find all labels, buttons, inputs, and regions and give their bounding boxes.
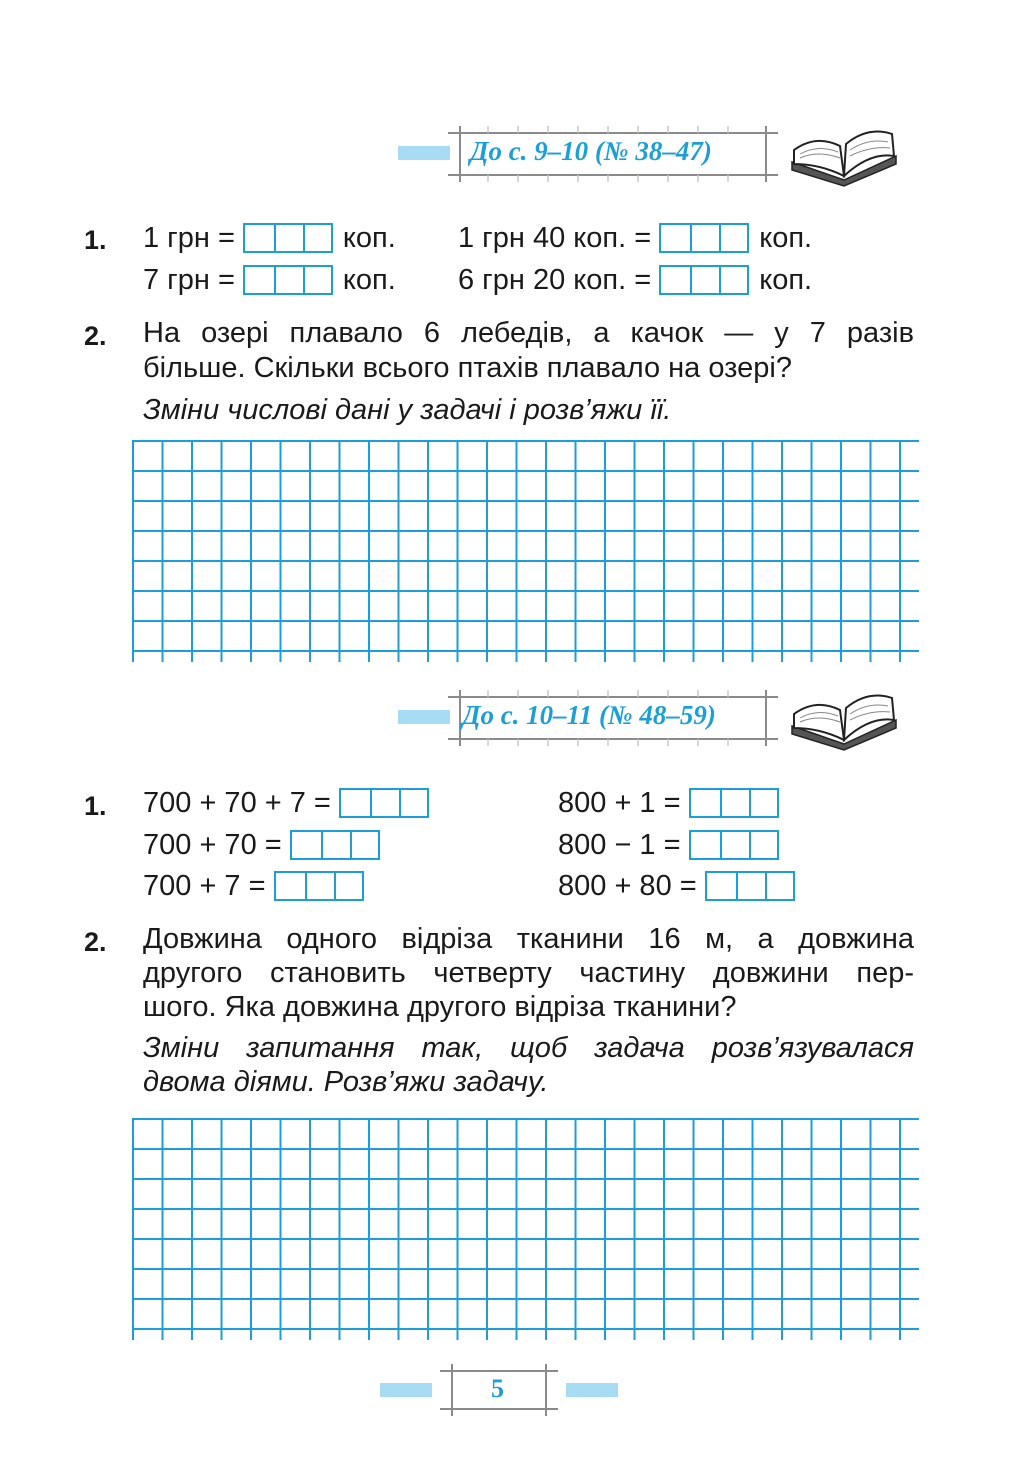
expression: 800 + 80 = [558,870,697,902]
expression: 6 грн 20 коп. = [458,264,652,296]
sum-row [143,827,380,863]
answer-box[interactable] [274,871,364,901]
footer-bar-left [380,1383,432,1397]
open-book-icon [788,120,900,188]
problem-text-line: другого становить четверту частину довжини пер- [143,957,914,989]
problem-text-line: Довжина одного відріза тканини 16 м, а довжина [143,923,914,955]
header-title: До с. 10–11 (№ 48–59) [462,700,716,730]
answer-box[interactable] [689,788,779,818]
task-number: 1. [84,225,107,255]
conversion-row [458,220,812,256]
expression: 800 − 1 = [558,829,681,861]
footer-bar-right [566,1383,618,1397]
header-bar-left [398,710,450,724]
expression: 700 + 70 + 7 = [143,787,331,819]
problem-text-line: більше. Скільки всього птахів плавало на озері? [143,352,792,384]
conversion-row [143,220,396,256]
answer-box[interactable] [290,830,380,860]
problem-text-line: шого. Яка довжина другого відріза тканини? [143,991,737,1023]
answer-box[interactable] [243,223,333,253]
answer-box[interactable] [659,223,749,253]
sum-row [558,868,795,904]
open-book-icon [788,684,900,752]
conversion-row [143,262,396,298]
expression: 1 грн 40 коп. = [458,222,652,254]
unit-label: коп. [342,222,396,254]
task-number: 2. [84,927,107,957]
sum-row [558,827,779,863]
problem-text-line: На озері плавало 6 лебедів, а качок — у 7 разів [143,317,914,349]
expression: 7 грн = [143,264,235,296]
answer-box[interactable] [689,830,779,860]
page-number: 5 [491,1374,504,1403]
sum-row [143,868,364,904]
expression: 800 + 1 = [558,787,681,819]
answer-box[interactable] [659,265,749,295]
header-bar-left [398,146,450,160]
answer-box[interactable] [339,788,429,818]
expression: 1 грн = [143,222,235,254]
task-number: 1. [84,791,107,821]
expression: 700 + 70 = [143,829,282,861]
instruction-text: Зміни запитання так, щоб задача розв’язувалася [143,1032,914,1064]
instruction-text: Зміни числові дані у задачі і розв’яжи її. [143,394,672,426]
unit-label: коп. [759,222,813,254]
conversion-row [458,262,812,298]
expression: 700 + 7 = [143,870,266,902]
sum-row [143,785,429,821]
answer-box[interactable] [243,265,333,295]
unit-label: коп. [342,264,396,296]
answer-grid[interactable] [132,1118,919,1340]
unit-label: коп. [759,264,813,296]
answer-grid[interactable] [132,440,919,662]
answer-box[interactable] [705,871,795,901]
instruction-text: двома діями. Розв’яжи задачу. [143,1066,549,1098]
task-number: 2. [84,321,107,351]
sum-row [558,785,779,821]
header-title: До с. 9–10 (№ 38–47) [470,136,712,166]
